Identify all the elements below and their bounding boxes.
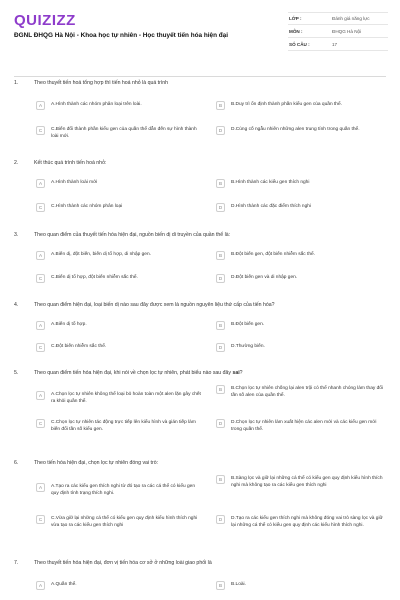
option-letter-box: B	[216, 385, 225, 394]
option-b[interactable]	[216, 102, 384, 110]
option-text: C.Chọn lọc tự nhiên tác động trực tiếp lên kiểu hình và gián tiếp làm biến đổi tần số kiểu gen.	[51, 420, 196, 432]
option-text: D.Thường biến.	[231, 344, 265, 349]
question-number: 6.	[14, 460, 19, 466]
option-b[interactable]	[216, 322, 384, 330]
option-a[interactable]	[36, 102, 204, 110]
option-c[interactable]	[36, 204, 204, 212]
option-a[interactable]	[36, 180, 204, 188]
option-text: C.Đột biến nhiễm sắc thể.	[51, 344, 107, 349]
option-c[interactable]	[36, 420, 204, 433]
question-text	[34, 370, 384, 376]
option-text: A.Tạo ra các kiểu gen thích nghi từ đó tạo ra các cá thể có kiểu gen quy định tính trạng thích nghi.	[51, 484, 196, 496]
option-letter-box: B	[216, 179, 225, 188]
option-letter-box: A	[36, 321, 45, 330]
option-a[interactable]	[36, 392, 204, 405]
question-number: 7.	[14, 560, 19, 566]
option-c[interactable]	[36, 127, 204, 140]
option-d[interactable]	[216, 516, 384, 529]
question-text-part: ?	[239, 370, 243, 376]
question-text: Theo quan điểm của thuyết tiến hóa hiện đại, nguồn biến dị di truyền của quần thể là:	[34, 232, 231, 238]
option-letter-box: A	[36, 483, 45, 492]
meta-key: MÔN :	[289, 28, 303, 34]
option-text: B.Hình thành các kiểu gen thích nghi	[231, 180, 310, 185]
option-c[interactable]	[36, 275, 204, 283]
option-letter-box: C	[36, 203, 45, 212]
question-text: Theo thuyết tiến hoá tổng hợp thì tiến hoá nhỏ là quá trình	[34, 80, 169, 86]
option-text: D.Củng cố ngẫu nhiên những alen trung tính trong quần thể.	[231, 127, 360, 132]
header-divider	[14, 76, 386, 77]
option-text: A.Biến dị, đột biến, biến dị tổ hợp, di nhập gen.	[51, 252, 151, 257]
option-c[interactable]	[36, 344, 204, 352]
page-title: ĐGNL ĐHQG Hà Nội - Khoa học tự nhiên - Học thuyết tiến hóa hiện đại	[14, 32, 228, 39]
option-b[interactable]	[216, 476, 384, 489]
question-text: Theo quan điểm hiện đại, loại biến dị nào sau đây được xem là nguồn nguyên liệu thứ cấp của tiến hóa?	[34, 302, 275, 308]
option-text: C.Biến dị tổ hợp, đột biến nhiễm sắc thể.	[51, 275, 138, 280]
question-number: 3.	[14, 232, 19, 238]
option-text: C.Hình thành các nhóm phân loại	[51, 204, 123, 209]
option-b[interactable]	[216, 252, 384, 260]
option-d[interactable]	[216, 420, 384, 433]
question-number: 4.	[14, 302, 19, 308]
question-number: 2.	[14, 160, 19, 166]
option-d[interactable]	[216, 275, 384, 283]
question-number: 5.	[14, 370, 19, 376]
option-a[interactable]	[36, 582, 204, 590]
option-text: D.Hình thành các đặc điểm thích nghi	[231, 204, 311, 209]
meta-value: Đánh giá năng lực	[332, 16, 370, 21]
option-b[interactable]	[216, 386, 384, 399]
option-letter-box: D	[216, 515, 225, 524]
option-text: D.Đột biến gen và di nhập gen.	[231, 275, 298, 280]
option-letter-box: C	[36, 343, 45, 352]
page-header	[0, 0, 400, 70]
meta-key: LỚP :	[289, 16, 302, 21]
option-letter-box: A	[36, 251, 45, 260]
option-b[interactable]	[216, 180, 384, 188]
option-letter-box: C	[36, 274, 45, 283]
option-d[interactable]	[216, 344, 384, 352]
option-text: D.Tạo ra các kiểu gen thích nghi mà không đóng vai trò sàng lọc và giữ lại những cá thể có kiểu gen quy định các kiểu hình thích nghi.	[231, 516, 383, 528]
option-text: A.Chọn lọc tự nhiên không thể loại bỏ hoàn toàn một alen lặn gây chết ra khỏi quần thể.	[51, 392, 201, 404]
option-letter-box: C	[36, 126, 45, 135]
option-text: C.Vừa giữ lại những cá thể có kiểu gen quy định kiểu hình thích nghi vừa tạo ra các kiểu gen thích nghi	[51, 516, 198, 528]
question-text-part: Theo quan điểm tiến hóa hiện đại, khi nói về chọn lọc tự nhiên, phát biểu nào sau đây	[34, 370, 233, 376]
option-letter-box: D	[216, 126, 225, 135]
option-letter-box: D	[216, 203, 225, 212]
option-text: D.Chọn lọc tự nhiên làm xuất hiện các alen mới và các kiểu gen mới trong quần thể.	[231, 420, 377, 432]
option-text: B.Đột biến gen.	[231, 322, 265, 327]
option-a[interactable]	[36, 484, 204, 497]
meta-value: ĐHQG Hà Nội	[332, 28, 362, 34]
question-text: Theo tiến hóa hiện đại, chọn lọc tự nhiên đóng vai trò:	[34, 460, 159, 466]
option-letter-box: D	[216, 419, 225, 428]
meta-row-subject	[288, 25, 388, 38]
option-letter-box: D	[216, 274, 225, 283]
option-letter-box: A	[36, 391, 45, 400]
question-number: 1.	[14, 80, 19, 86]
option-letter-box: B	[216, 581, 225, 590]
option-text: A.Biến dị tổ hợp.	[51, 322, 87, 327]
option-d[interactable]	[216, 127, 384, 135]
option-letter-box: C	[36, 515, 45, 524]
option-text: B.Duy trì ổn định thành phần kiểu gen của quần thể.	[231, 102, 342, 107]
option-text: A.Hình thành loài mới	[51, 180, 98, 185]
quizizz-logo: QUIZIZZ	[14, 12, 76, 29]
meta-row-class	[288, 12, 388, 25]
option-text: B.Sàng lọc và giữ lại những cá thể có kiểu gen quy định kiểu hình thích nghi mà không tạo ra các kiểu gen thích nghi	[231, 476, 383, 488]
meta-key: SỐ CÂU :	[289, 41, 310, 47]
option-text: B.Loài.	[231, 582, 246, 587]
option-letter-box: B	[216, 321, 225, 330]
question-emphasis: sai	[232, 370, 240, 376]
question-text: Kết thúc quá trình tiến hoá nhỏ:	[34, 160, 107, 166]
option-letter-box: A	[36, 101, 45, 110]
option-a[interactable]	[36, 252, 204, 260]
option-text: C.Biến đổi thành phần kiểu gen của quần thể dẫn đến sự hình thành loài mới.	[51, 127, 197, 139]
meta-table	[288, 12, 388, 51]
option-letter-box: B	[216, 251, 225, 260]
option-letter-box: C	[36, 419, 45, 428]
meta-value: 17	[332, 41, 338, 47]
option-text: A.Hình thành các nhóm phân loại trên loài.	[51, 102, 142, 107]
option-letter-box: A	[36, 179, 45, 188]
option-d[interactable]	[216, 204, 384, 212]
option-letter-box: B	[216, 475, 225, 484]
question-text: Theo thuyết tiến hóa hiện đại, đơn vị tiến hóa cơ sở ở những loài giao phối là	[34, 560, 212, 566]
option-a[interactable]	[36, 322, 204, 330]
option-text: A.Quần thể.	[51, 582, 77, 587]
option-letter-box: B	[216, 101, 225, 110]
option-letter-box: A	[36, 581, 45, 590]
option-c[interactable]	[36, 516, 204, 529]
option-text: B.Chọn lọc tự nhiên chống lại alen trội có thể nhanh chóng làm thay đổi tần số alen của quần thể.	[231, 386, 384, 398]
option-letter-box: D	[216, 343, 225, 352]
option-b[interactable]	[216, 582, 384, 590]
meta-row-count	[288, 38, 388, 51]
option-text: B.Đột biến gen, đột biến nhiễm sắc thể.	[231, 252, 315, 257]
